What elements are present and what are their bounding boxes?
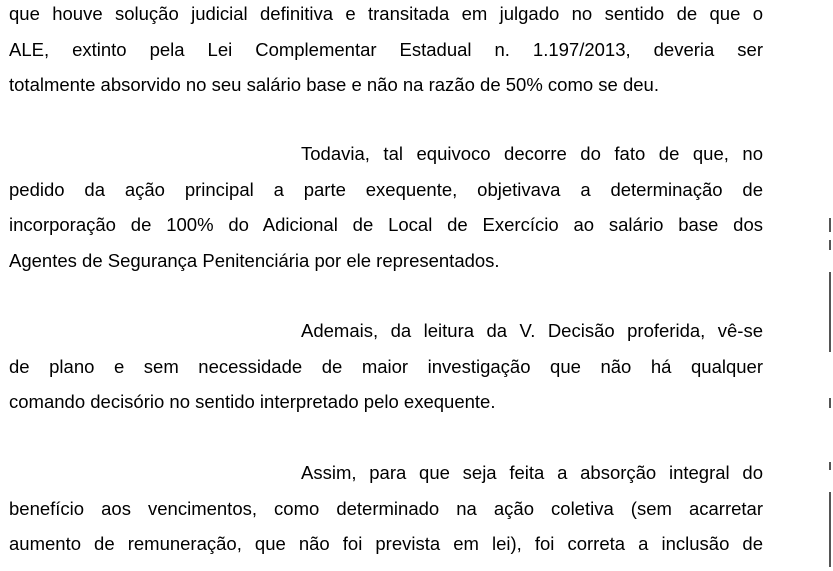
paragraph-line: comando decisório no sentido interpretado pelo exequente.	[9, 391, 496, 412]
margin-mark	[829, 240, 831, 250]
margin-mark	[829, 398, 831, 408]
paragraph-line: pedido da ação principal a parte exequente, objetivava a determinação de	[9, 178, 763, 200]
paragraph-4	[9, 455, 763, 562]
paragraph-line: de plano e sem necessidade de maior investigação que não há qualquer	[9, 355, 763, 377]
paragraph-2	[9, 136, 763, 278]
margin-mark	[829, 272, 831, 352]
margin-mark	[829, 462, 831, 470]
paragraph-1	[9, 0, 763, 103]
paragraph-line: ALE, extinto pela Lei Complementar Estadual n. 1.197/2013, deveria ser	[9, 38, 763, 60]
paragraph-line: Ademais, da leitura da V. Decisão proferida, vê-se	[301, 320, 763, 341]
margin-mark	[829, 218, 831, 232]
paragraph-line: incorporação de 100% do Adicional de Local de Exercício ao salário base dos	[9, 214, 763, 235]
paragraph-line: que houve solução judicial definitiva e transitada em julgado no sentido de que o	[9, 3, 763, 24]
paragraph-line: benefício aos vencimentos, como determinado na ação coletiva (sem acarretar	[9, 497, 763, 519]
paragraph-line: Assim, para que seja feita a absorção integral do	[301, 462, 763, 483]
paragraph-line: totalmente absorvido no seu salário base e não na razão de 50% como se deu.	[9, 74, 659, 95]
paragraph-line: Agentes de Segurança Penitenciária por ele representados.	[9, 249, 500, 271]
paragraph-3	[9, 313, 763, 420]
paragraph-line: Todavia, tal equivoco decorre do fato de que, no	[301, 143, 763, 164]
margin-stamp-strip	[826, 0, 833, 571]
paragraph-line: aumento de remuneração, que não foi prevista em lei), foi correta a inclusão de	[9, 533, 763, 554]
margin-mark	[829, 492, 831, 567]
